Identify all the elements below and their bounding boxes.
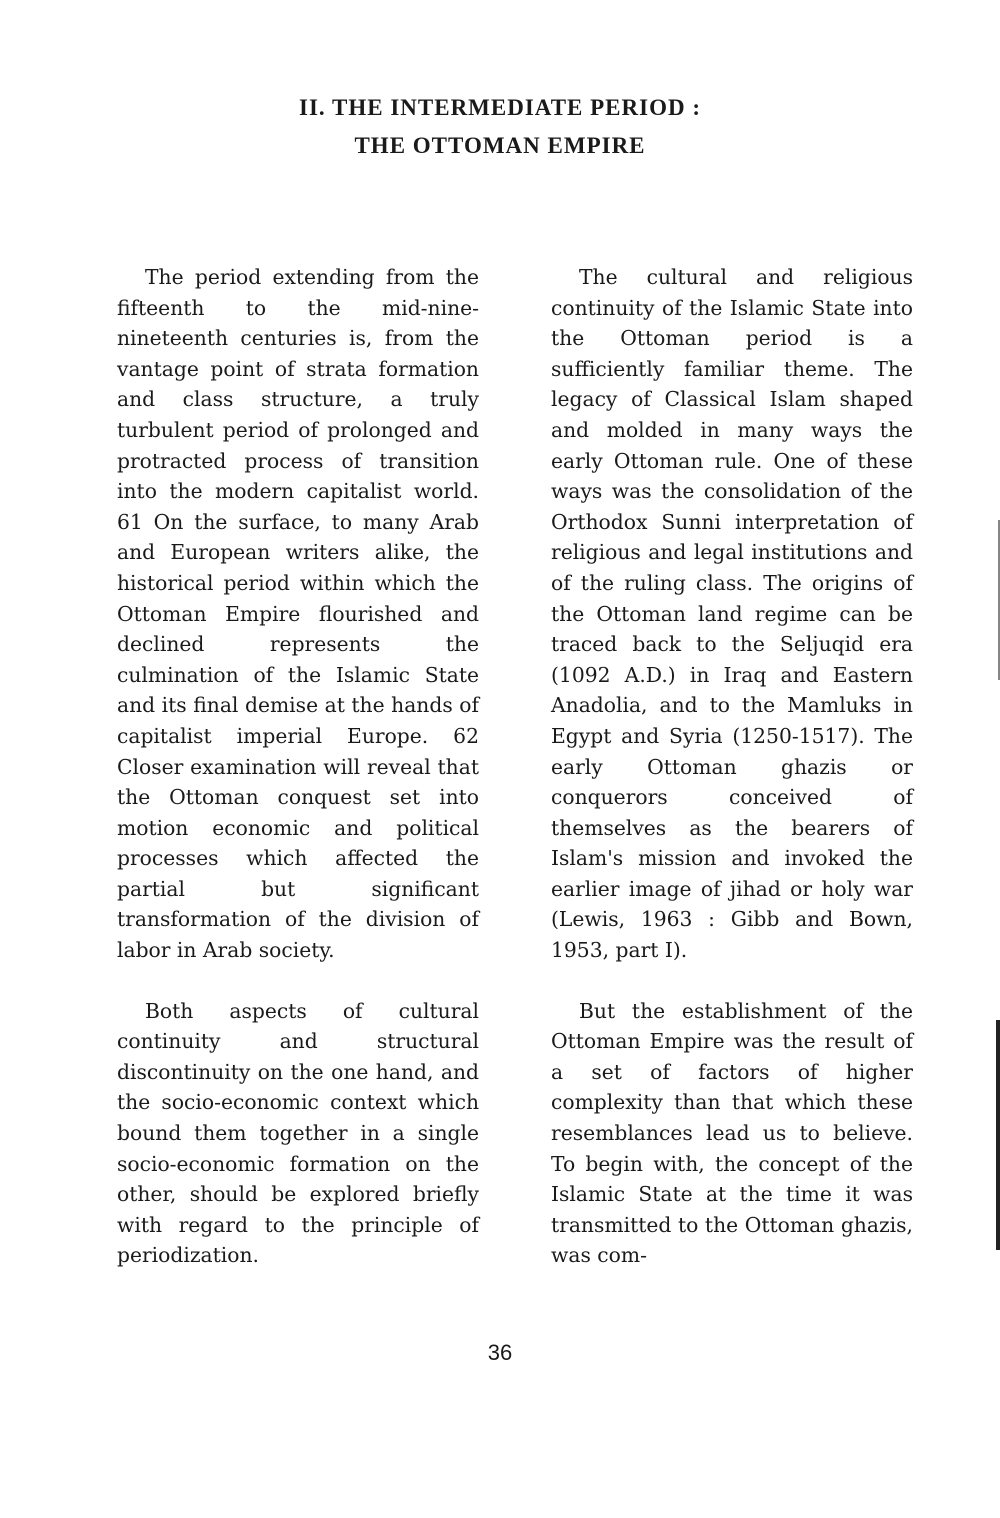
- right-column: [551, 262, 913, 1271]
- paragraph: Both aspects of cultural continuity and structural discontinuity on the one hand, and the socio-economic context which bound them together in a single socio-economic formation on the other, should be explored briefly with regard to the principle of periodization.: [117, 998, 479, 1268]
- chapter-subheading: THE OTTOMAN EMPIRE: [354, 133, 646, 158]
- chapter-heading: II. THE INTERMEDIATE PERIOD :: [299, 95, 701, 120]
- paragraph: The cultural and religious continuity of the Islamic State into the Ottoman period is a sufficiently familiar theme. The legacy of Classical Islam shaped and molded in many ways the early Ottoman rule. One of these ways was the consolidation of the Orthodox Sunni interpretation of religious and legal institutions and of the ruling class. The origins of the Ottoman land regime can be traced back to the Seljuqid era (1092 A.D.) in Iraq and Eastern Anadolia, and to the Mamluks in Egypt and Syria (1250-1517). The early Ottoman ghazis or conquerors conceived of themselves as the bearers of Islam's mission and invoked the earlier image of jihad or holy war (Lewis, 1963 : Gibb and Bown, 1953, part I).: [551, 265, 913, 963]
- paragraph: The period extending from the fifteenth to the mid-nine-nineteenth centuries is, from the vantage point of strata formation and class structure, a truly turbulent period of prolonged and protracted process of transition into the modern capitalist world. 61 On the surface, to many Arab and European writers alike, the historical period within which the Ottoman Empire flourished and declined represents the culmination of the Islamic State and its final demise at the hands of capitalist imperial Europe. 62 Closer examination will reveal that the Ottoman conquest set into motion economic and political processes which affected the partial but significant transformation of the division of labor in Arab society.: [117, 265, 479, 963]
- page-number: 36: [487, 1340, 513, 1365]
- scan-edge-shadow: [996, 1020, 1000, 1250]
- paragraph: But the establishment of the Ottoman Empire was the result of a set of factors of higher complexity than that which these resemblances lead us to believe. To begin with, the concept of the Islamic State at the time it was transmitted to the Ottoman ghazis, was com-: [551, 998, 913, 1268]
- left-column: [117, 262, 479, 1271]
